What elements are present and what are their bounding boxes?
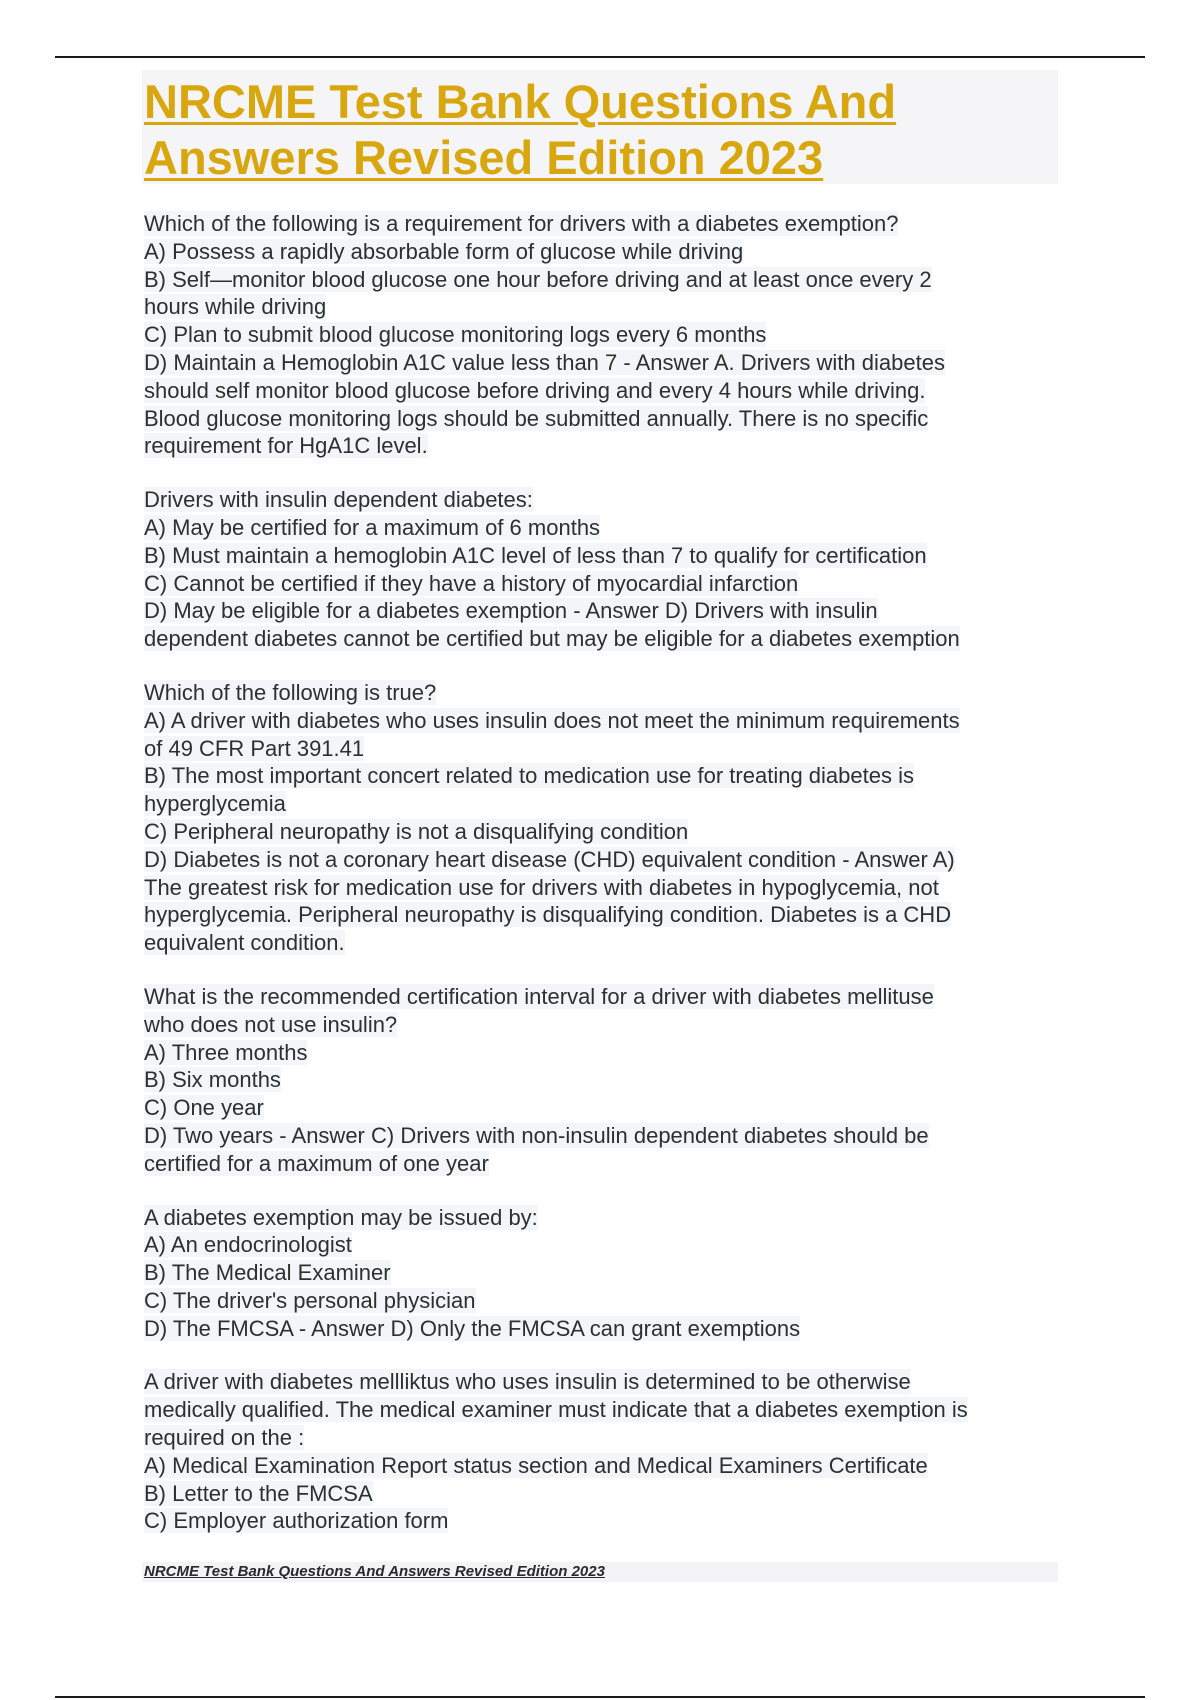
- text-line: [144, 597, 1060, 625]
- text-line-content: A) A driver with diabetes who uses insulin does not meet the minimum requirements: [144, 707, 960, 733]
- text-line: [144, 818, 1060, 846]
- text-line: [144, 735, 1060, 763]
- text-line: [144, 349, 1060, 377]
- text-line: [144, 846, 1060, 874]
- text-line-content: requirement for HgA1C level.: [144, 433, 428, 459]
- footer-text: NRCME Test Bank Questions And Answers Revised Edition 2023: [144, 1563, 605, 1580]
- text-line: [144, 1094, 1060, 1122]
- text-line-content: equivalent condition.: [144, 930, 345, 956]
- text-line: [144, 1396, 1060, 1424]
- text-line-content: A) May be certified for a maximum of 6 months: [144, 514, 601, 540]
- text-line-content: B) Must maintain a hemoglobin A1C level of less than 7 to qualify for certification: [144, 542, 927, 568]
- text-line-content: certified for a maximum of one year: [144, 1150, 489, 1176]
- text-line: [144, 625, 1060, 653]
- text-line-content: who does not use insulin?: [144, 1011, 398, 1037]
- text-line: [144, 1424, 1060, 1452]
- text-line: [144, 1150, 1060, 1178]
- question-block: [144, 1368, 1060, 1535]
- text-line-content: Drivers with insulin dependent diabetes:: [144, 487, 533, 513]
- text-line: [144, 570, 1060, 598]
- text-line-content: D) Maintain a Hemoglobin A1C value less than 7 - Answer A. Drivers with diabetes: [144, 349, 945, 375]
- text-line-content: C) Cannot be certified if they have a history of myocardial infarction: [144, 570, 799, 596]
- text-line: [144, 762, 1060, 790]
- text-line-content: D) Two years - Answer C) Drivers with non-insulin dependent diabetes should be: [144, 1122, 929, 1148]
- text-line-content: medically qualified. The medical examiner must indicate that a diabetes exemption is: [144, 1397, 968, 1423]
- top-rule: [55, 56, 1145, 58]
- text-line: [144, 1507, 1060, 1535]
- text-line: [144, 1039, 1060, 1067]
- text-line: [144, 210, 1060, 238]
- text-line-content: required on the :: [144, 1425, 305, 1451]
- question-block: [144, 983, 1060, 1178]
- text-line-content: D) May be eligible for a diabetes exemption - Answer D) Drivers with insulin: [144, 598, 878, 624]
- title-block: [142, 70, 1058, 184]
- text-line: [144, 1315, 1060, 1343]
- text-line-content: C) Employer authorization form: [144, 1508, 449, 1534]
- text-line: [144, 929, 1060, 957]
- text-line-content: A) Possess a rapidly absorbable form of glucose while driving: [144, 238, 744, 264]
- text-line: [144, 1259, 1060, 1287]
- text-line: [144, 1122, 1060, 1150]
- text-line-content: dependent diabetes cannot be certified but may be eligible for a diabetes exemption: [144, 626, 960, 652]
- text-line: [144, 405, 1060, 433]
- bottom-rule: [55, 1696, 1145, 1698]
- text-line-content: What is the recommended certification interval for a driver with diabetes mellituse: [144, 983, 934, 1009]
- text-line-content: B) The Medical Examiner: [144, 1260, 391, 1286]
- text-line-content: A) Three months: [144, 1039, 308, 1065]
- text-line-content: C) One year: [144, 1095, 264, 1121]
- text-line-content: D) Diabetes is not a coronary heart disease (CHD) equivalent condition - Answer A): [144, 846, 955, 872]
- text-line-content: The greatest risk for medication use for drivers with diabetes in hypoglycemia, not: [144, 874, 939, 900]
- text-line-content: A diabetes exemption may be issued by:: [144, 1204, 538, 1230]
- text-line-content: hours while driving: [144, 294, 327, 320]
- text-line: [144, 1480, 1060, 1508]
- text-line-content: hyperglycemia: [144, 791, 286, 817]
- text-line-content: B) Letter to the FMCSA: [144, 1480, 373, 1506]
- text-line: [144, 238, 1060, 266]
- text-line: [144, 679, 1060, 707]
- text-line: [144, 874, 1060, 902]
- text-line: [144, 293, 1060, 321]
- title-line-2: Answers Revised Edition 2023: [144, 131, 824, 184]
- text-line-content: should self monitor blood glucose before driving and every 4 hours while driving.: [144, 377, 926, 403]
- text-line: [144, 542, 1060, 570]
- text-line: [144, 1452, 1060, 1480]
- text-line: [144, 1066, 1060, 1094]
- title-line-1: NRCME Test Bank Questions And: [144, 75, 897, 128]
- footer: [142, 1562, 1058, 1582]
- text-line-content: B) The most important concert related to medication use for treating diabetes is: [144, 763, 914, 789]
- text-line: [144, 790, 1060, 818]
- question-block: [144, 1204, 1060, 1343]
- text-line: [144, 486, 1060, 514]
- text-line-content: Which of the following is a requirement for drivers with a diabetes exemption?: [144, 211, 899, 236]
- text-line-content: A driver with diabetes mellliktus who uses insulin is determined to be otherwise: [144, 1369, 911, 1395]
- text-line-content: B) Self—monitor blood glucose one hour before driving and at least once every 2: [144, 266, 932, 292]
- text-line: [144, 983, 1060, 1011]
- text-line-content: A) Medical Examination Report status section and Medical Examiners Certificate: [144, 1452, 928, 1478]
- text-line-content: A) An endocrinologist: [144, 1232, 352, 1258]
- question-block: [144, 486, 1060, 653]
- text-line-content: hyperglycemia. Peripheral neuropathy is disqualifying condition. Diabetes is a CHD: [144, 902, 952, 928]
- text-line: [144, 1011, 1060, 1039]
- document-body: [144, 210, 1060, 1561]
- text-line-content: D) The FMCSA - Answer D) Only the FMCSA can grant exemptions: [144, 1315, 801, 1341]
- text-line-content: Blood glucose monitoring logs should be submitted annually. There is no specific: [144, 405, 929, 431]
- question-block: [144, 679, 1060, 957]
- text-line: [144, 1231, 1060, 1259]
- text-line: [144, 266, 1060, 294]
- text-line-content: C) The driver's personal physician: [144, 1287, 476, 1313]
- text-line: [144, 1287, 1060, 1315]
- text-line: [144, 321, 1060, 349]
- text-line-content: C) Plan to submit blood glucose monitoring logs every 6 months: [144, 322, 767, 348]
- text-line: [144, 707, 1060, 735]
- text-line: [144, 1368, 1060, 1396]
- text-line-content: of 49 CFR Part 391.41: [144, 735, 365, 761]
- question-block: [144, 210, 1060, 460]
- text-line: [144, 1204, 1060, 1232]
- text-line-content: Which of the following is true?: [144, 679, 437, 705]
- text-line-content: B) Six months: [144, 1067, 281, 1093]
- page-title: [142, 70, 1058, 186]
- text-line: [144, 432, 1060, 460]
- text-line: [144, 514, 1060, 542]
- text-line: [144, 377, 1060, 405]
- text-line: [144, 901, 1060, 929]
- text-line-content: C) Peripheral neuropathy is not a disqualifying condition: [144, 818, 689, 844]
